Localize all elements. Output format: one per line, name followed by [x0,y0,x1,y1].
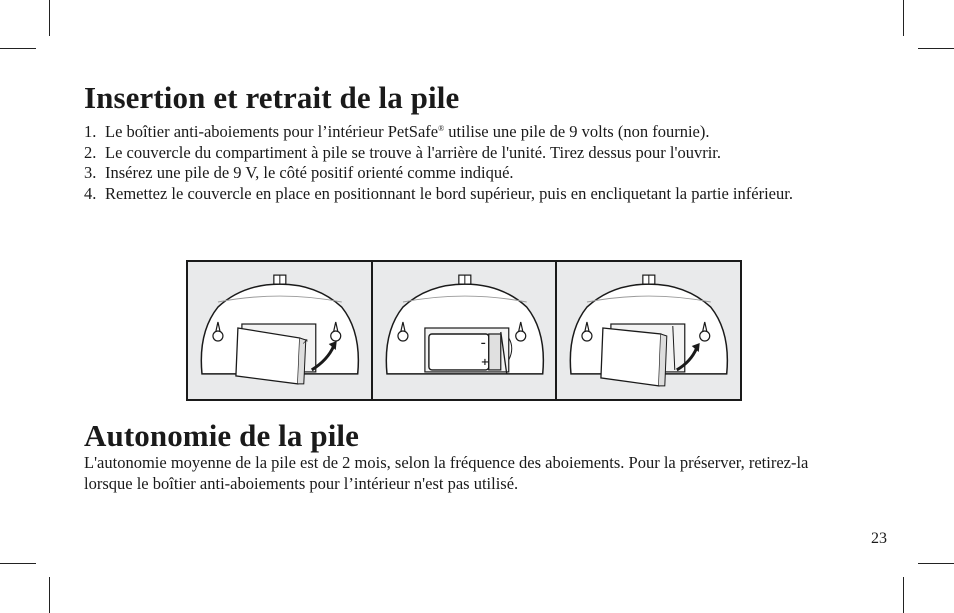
crop-mark [49,577,50,613]
step-number: 4. [84,183,97,203]
crop-mark [0,563,36,564]
battery-minus-label: – [480,337,486,349]
crop-mark [918,48,954,49]
step-item [84,184,845,205]
battery-plus-label: + [480,356,489,368]
crop-mark [918,563,954,564]
illustration-panel-battery-inserted [373,262,558,399]
step-item [84,163,884,184]
battery-life-text: L'autonomie moyenne de la pile est de 2 mois, selon la fréquence des aboiements. Pour la préserver, retirez-la lorsque le boîtier anti-aboiements pour l’intérieur n'est pas utilisé. [84,453,809,493]
step-number: 1. [84,122,97,141]
svg-text:↗: ↗ [301,336,309,346]
instruction-steps [84,122,884,204]
crop-mark [903,577,904,613]
crop-mark [903,0,904,36]
step-text: utilise une pile de 9 volts (non fournie). [444,122,710,141]
illustration-panel-open-cover [188,262,373,399]
section-title-battery-life: Autonomie de la pile [84,418,359,453]
step-item [84,122,884,143]
crop-mark [49,0,50,36]
device-open-cover-drawing [188,262,371,399]
device-close-cover-drawing [557,262,740,399]
step-text: Le couvercle du compartiment à pile se trouve à l'arrière de l'unité. Tirez dessus pour l'ouvrir. [105,142,722,162]
step-number: 3. [84,163,97,182]
device-battery-drawing [373,262,556,399]
step-number: 2. [84,142,97,162]
battery-illustration [186,260,742,401]
illustration-panel-close-cover [557,262,740,399]
step-text: Le boîtier anti-aboiements pour l’intérieur PetSafe [105,122,439,141]
step-item [84,143,805,164]
page-number: 23 [871,530,887,547]
step-text: Remettez le couvercle en place en positionnant le bord supérieur, puis en encliquetant la partie inférieur. [105,183,793,203]
section-title-battery-insertion: Insertion et retrait de la pile [84,80,460,115]
crop-mark [0,48,36,49]
registered-mark: ® [438,124,445,133]
step-text: Insérez une pile de 9 V, le côté positif orienté comme indiqué. [105,163,514,182]
